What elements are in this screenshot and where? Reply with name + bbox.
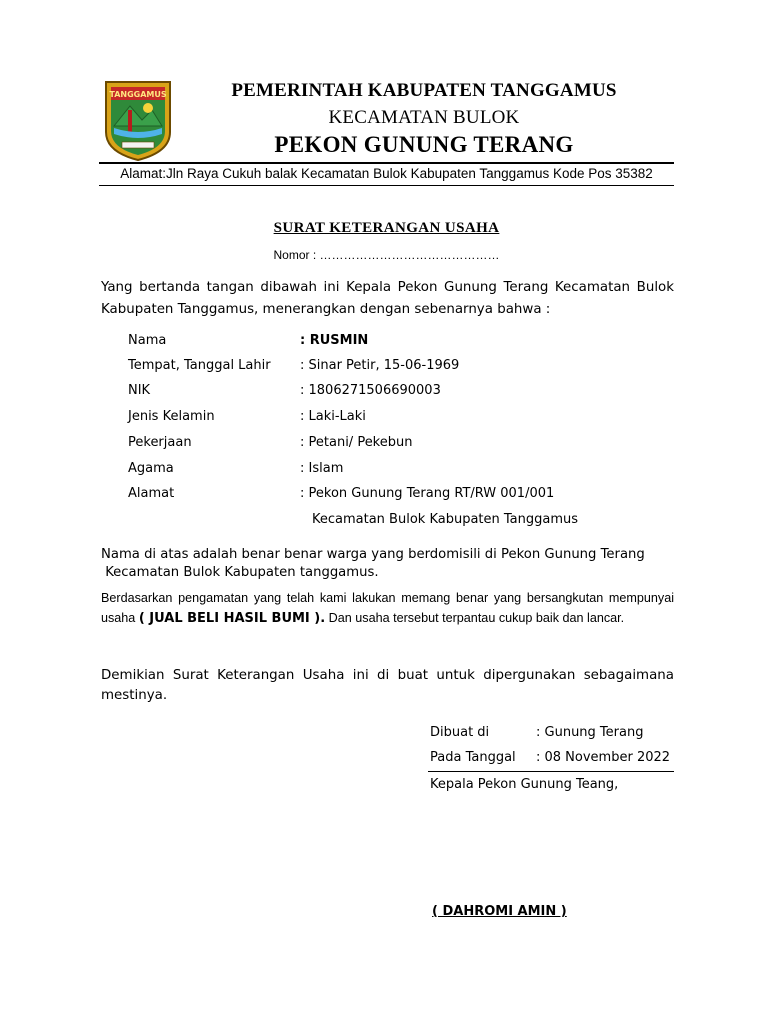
field-label: Jenis Kelamin: [128, 409, 215, 424]
logo-text: TANGGAMUS: [109, 90, 167, 99]
government-heading: PEMERINTAH KABUPATEN TANGGAMUS: [231, 80, 617, 101]
domicile-line-2: Kecamatan Bulok Kabupaten tanggamus.: [101, 565, 379, 580]
field-label: Alamat: [128, 486, 175, 501]
intro-paragraph: Yang bertanda tangan dibawah ini Kepala Pekon Gunung Terang Kecamatan Bulok Kabupaten Tanggamus, menerangkan dengan sebenarnya bahwa :: [101, 280, 674, 317]
field-label: NIK: [128, 383, 151, 398]
address-continuation: Kecamatan Bulok Kabupaten Tanggamus: [312, 512, 579, 527]
made-at-value: : Gunung Terang: [536, 725, 644, 740]
village-heading: PEKON GUNUNG TERANG: [274, 132, 574, 157]
regency-logo: [102, 80, 174, 162]
observation-text-end: Dan usaha tersebut terpantau cukup baik dan lancar.: [325, 611, 625, 625]
field-label: Tempat, Tanggal Lahir: [128, 358, 271, 373]
document-number: Nomor : ………………………………………: [273, 248, 500, 262]
date-label: Pada Tanggal: [430, 750, 516, 765]
signature-divider: [428, 771, 674, 772]
field-value: : Pekon Gunung Terang RT/RW 001/001: [300, 486, 555, 501]
field-value: : Petani/ Pekebun: [300, 435, 413, 450]
observation-paragraph: [101, 588, 674, 629]
observation-text: Berdasarkan pengamatan yang telah kami lakukan memang benar yang bersangkutan mempunyai usaha: [101, 591, 674, 625]
letterhead-divider: [99, 162, 674, 164]
field-value: : 1806271506690003: [300, 383, 441, 398]
field-value: : Sinar Petir, 15-06-1969: [300, 358, 460, 373]
office-address: Alamat:Jln Raya Cukuh balak Kecamatan Bulok Kabupaten Tanggamus Kode Pos 35382: [120, 166, 653, 181]
made-at-label: Dibuat di: [430, 725, 490, 740]
domicile-paragraph: [101, 546, 674, 582]
field-value: : RUSMIN: [300, 333, 369, 348]
field-value: : Islam: [300, 461, 344, 476]
business-type: ( JUAL BELI HASIL BUMI ).: [138, 611, 326, 626]
signer-name: ( DAHROMI AMIN ): [432, 904, 567, 919]
closing-paragraph: Demikian Surat Keterangan Usaha ini di buat untuk dipergunakan sebagaimana mestinya.: [101, 668, 674, 703]
domicile-line-1: Nama di atas adalah benar benar warga yang berdomisili di Pekon Gunung Terang: [101, 547, 645, 562]
address-divider: [99, 185, 674, 186]
district-heading: KECAMATAN BULOK: [328, 107, 520, 128]
tanggamus-emblem-icon: [102, 80, 174, 162]
date-value: : 08 November 2022: [536, 750, 671, 765]
field-label: Pekerjaan: [128, 435, 192, 450]
field-label: Nama: [128, 333, 167, 348]
signer-position: Kepala Pekon Gunung Teang,: [430, 777, 619, 792]
field-label: Agama: [128, 461, 174, 476]
document-title: SURAT KETERANGAN USAHA: [273, 220, 500, 236]
field-value: : Laki-Laki: [300, 409, 366, 424]
